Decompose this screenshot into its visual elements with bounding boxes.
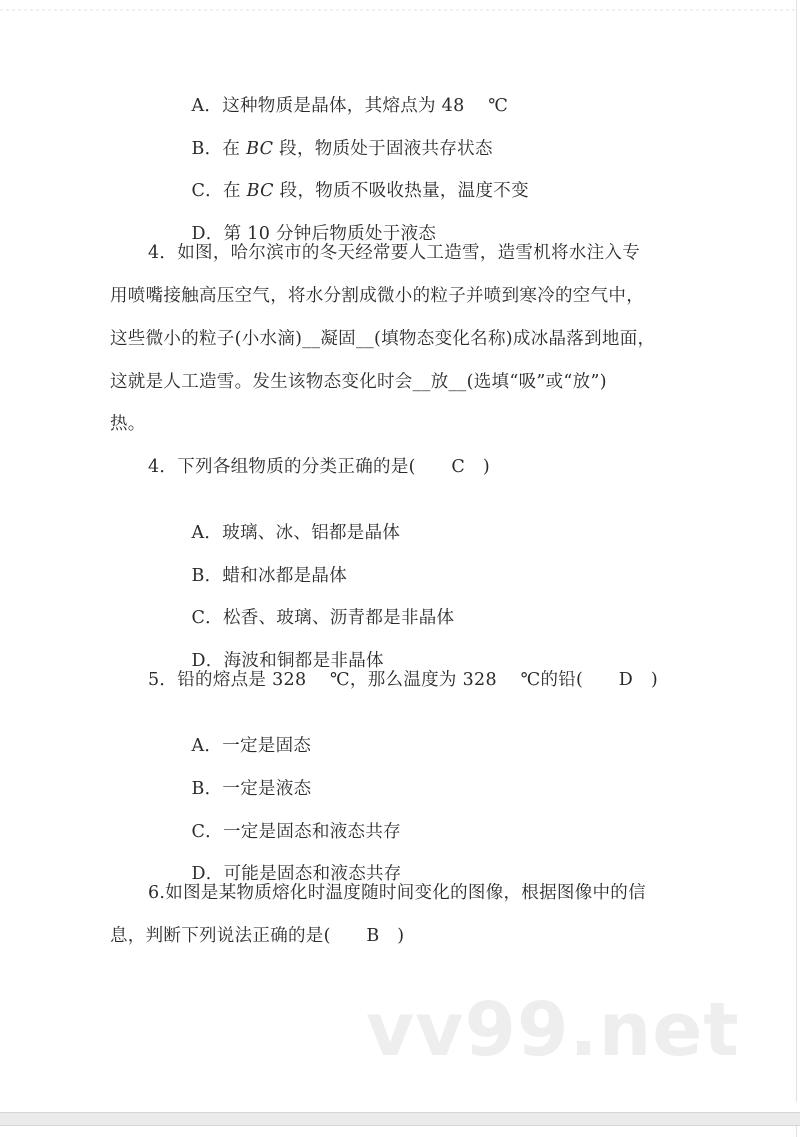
option-letter: A．: [191, 736, 223, 756]
q4-fill-line-1: 4．如图，哈尔滨市的冬天经常要人工造雪，造雪机将水注入专: [148, 243, 641, 263]
option-letter: A．: [191, 96, 223, 116]
option-letter: C．: [191, 181, 223, 201]
option-letter: C．: [191, 608, 223, 628]
page-separator: [0, 1112, 800, 1126]
q4-fill-line-5: 热。: [110, 414, 146, 434]
option-letter: D．: [191, 651, 224, 671]
q5-stem: 5．铅的熔点是 328 ℃，那么温度为 328 ℃的铅( D ): [148, 670, 659, 690]
segment-label: BC: [246, 181, 274, 201]
q4-choice-stem: 4．下列各组物质的分类正确的是( C ): [148, 457, 490, 477]
segment-label: BC: [246, 139, 274, 159]
option-text: 可能是固态和液态共存: [223, 864, 402, 884]
q4-fill-line-2: 用喷嘴接触高压空气，将水分割成微小的粒子并喷到寒冷的空气中，: [110, 286, 644, 306]
option-letter: C．: [191, 822, 223, 842]
option-text: 蜡和冰都是晶体: [222, 566, 348, 586]
option-text: 这种物质是晶体，其熔点为 48 ℃: [222, 96, 509, 116]
option-text-pre: 在: [222, 181, 247, 201]
option-letter: A．: [191, 523, 223, 543]
option-letter: D．: [191, 864, 224, 884]
option-text: 段，物质不吸收热量，温度不变: [273, 181, 529, 201]
option-text: 第 10 分钟后物质处于液态: [223, 224, 437, 244]
option-text: 玻璃、冰、铝都是晶体: [222, 523, 401, 543]
q4-fill-line-3: 这些微小的粒子(小水滴)__凝固__(填物态变化名称)成冰晶落到地面，: [110, 329, 656, 349]
option-text: 一定是固态: [222, 736, 312, 756]
option-letter: B．: [191, 139, 223, 159]
watermark: vv99.net: [366, 987, 740, 1073]
option-text: 松香、玻璃、沥青都是非晶体: [222, 608, 455, 628]
option-text: 海波和铜都是非晶体: [223, 651, 384, 671]
option-letter: B．: [191, 779, 223, 799]
option-text: 一定是固态和液态共存: [222, 822, 401, 842]
option-letter: B．: [191, 566, 223, 586]
option-text: 一定是液态: [222, 779, 312, 799]
q6-line-1: 6.如图是某物质熔化时温度随时间变化的图像，根据图像中的信: [148, 883, 646, 903]
next-page-top: [0, 1126, 797, 1137]
option-text: 段，物质处于固液共存状态: [273, 139, 493, 159]
option-letter: D．: [191, 224, 224, 244]
q6-line-2: 息，判断下列说法正确的是( B ): [110, 926, 405, 946]
option-text-pre: 在: [222, 139, 247, 159]
page-top-edge: [0, 9, 796, 11]
q4-fill-line-4: 这就是人工造雪。发生该物态变化时会__放__(选填“吸”或“放”): [110, 372, 607, 392]
